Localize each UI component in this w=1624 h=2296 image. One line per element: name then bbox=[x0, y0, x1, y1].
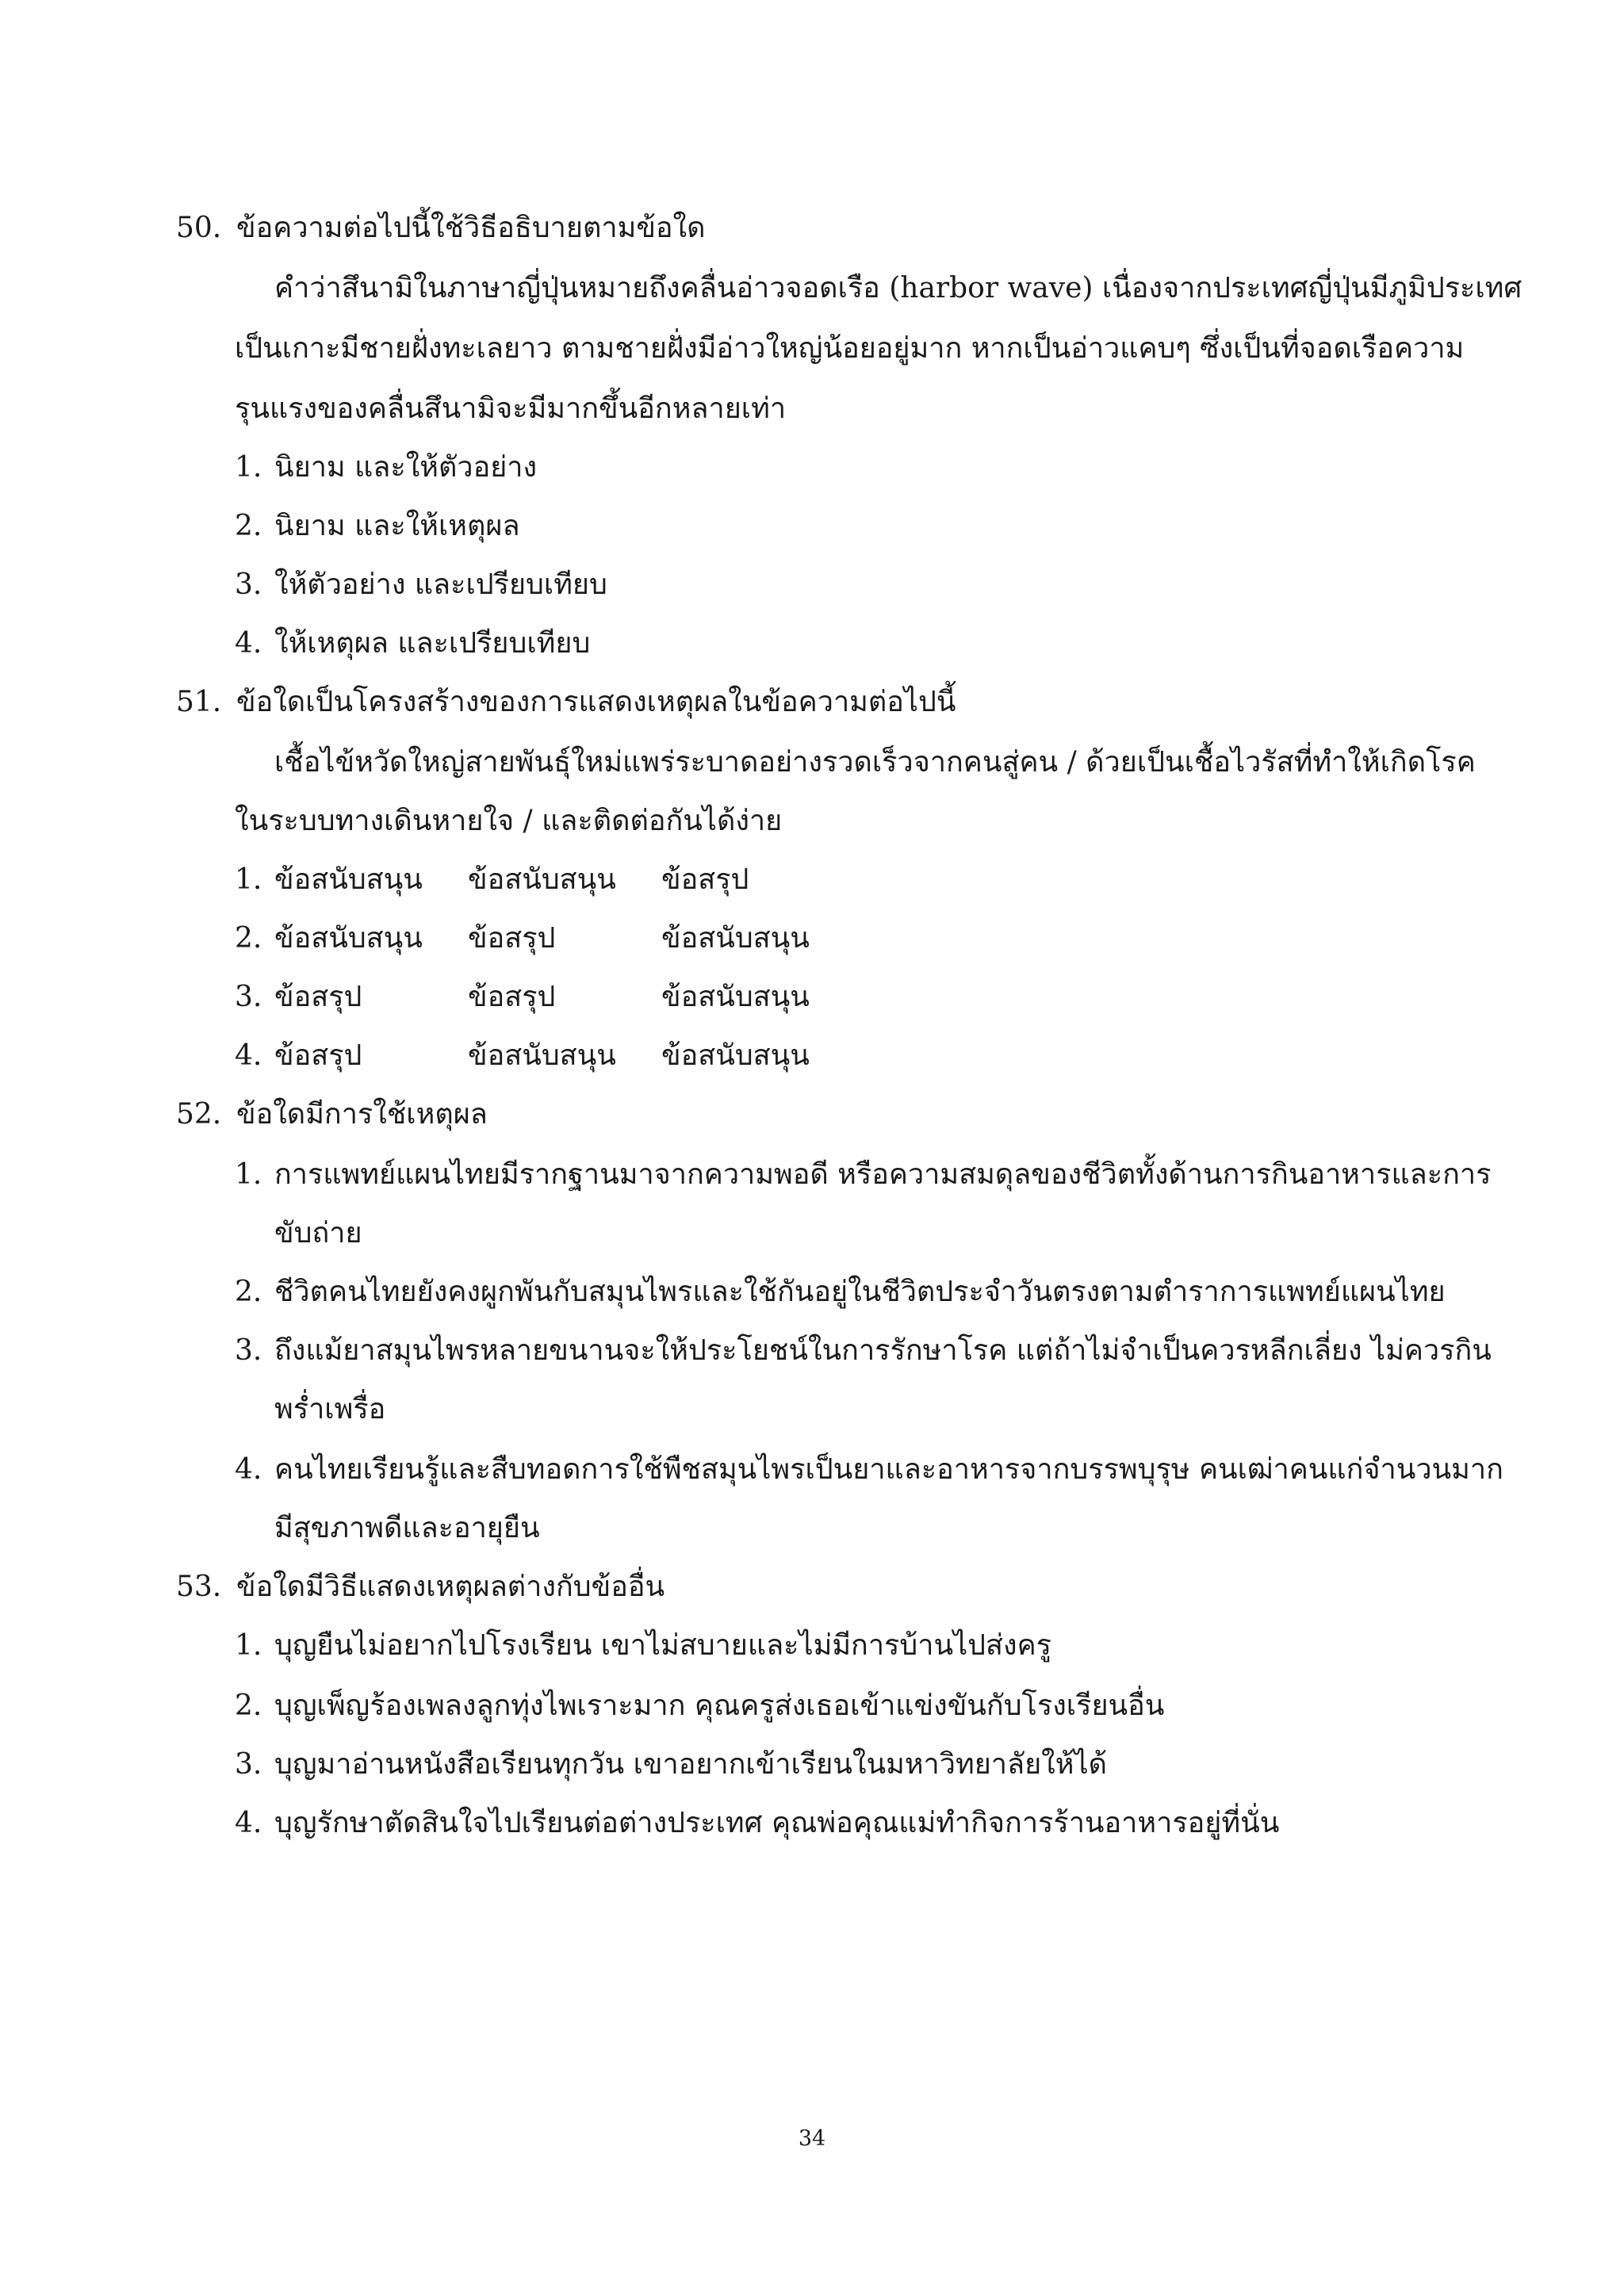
option-text: นิยาม และให้ตัวอย่าง bbox=[274, 451, 538, 484]
option-number: 1. bbox=[235, 451, 262, 484]
question-stem: ข้อความต่อไปนี้ใช้วิธีอธิบายตามข้อใด bbox=[236, 212, 706, 244]
option-text: นิยาม และให้เหตุผล bbox=[274, 510, 520, 542]
option-number: 3. bbox=[235, 1334, 262, 1367]
option-part-1: ข้อสนับสนุน bbox=[274, 863, 423, 896]
answer-option bbox=[235, 1449, 1503, 1490]
option-number: 2. bbox=[235, 1689, 262, 1722]
question-stem: ข้อใดมีวิธีแสดงเหตุผลต่างกับข้ออื่น bbox=[236, 1571, 665, 1603]
answer-option bbox=[235, 1035, 810, 1077]
answer-option bbox=[235, 1154, 1491, 1196]
option-text: ให้เหตุผล และเปรียบเทียบ bbox=[274, 627, 591, 660]
option-text: บุญรักษาตัดสินใจไปเรียนต่อต่างประเทศ คุณพ่อคุณแม่ทำกิจการร้านอาหารอยู่ที่นั่น bbox=[274, 1807, 1280, 1839]
passage-line: เชื้อไข้หวัดใหญ่สายพันธุ์ใหม่แพร่ระบาดอย่างรวดเร็วจากคนสู่คน / ด้วยเป็นเชื้อไวรัสที่ทำให้เกิดโรค bbox=[274, 746, 1476, 779]
option-text: บุญเพ็ญร้องเพลงลูกทุ่งไพเราะมาก คุณครูส่งเธอเข้าแข่งขันกับโรงเรียนอื่น bbox=[274, 1689, 1165, 1722]
option-part-2: ข้อสรุป bbox=[468, 981, 556, 1013]
question-52-heading bbox=[176, 1094, 488, 1135]
option-part-1: ข้อสรุป bbox=[274, 981, 362, 1013]
answer-option bbox=[235, 918, 810, 959]
page-number: 34 bbox=[798, 2126, 826, 2151]
option-number: 2. bbox=[235, 510, 262, 542]
option-number: 1. bbox=[235, 1158, 262, 1191]
option-text: การแพทย์แผนไทยมีรากฐานมาจากความพอดี หรือความสมดุลของชีวิตทั้งด้านการกินอาหารและการ bbox=[274, 1158, 1492, 1191]
option-text: ถึงแม้ยาสมุนไพรหลายขนานจะให้ประโยชน์ในการรักษาโรค แต่ถ้าไม่จำเป็นควรหลีกเลี่ยง ไม่ควรกิน bbox=[274, 1334, 1492, 1367]
option-part-3: ข้อสนับสนุน bbox=[661, 981, 810, 1013]
answer-option bbox=[235, 977, 810, 1018]
option-part-2: ข้อสนับสนุน bbox=[468, 1039, 616, 1072]
answer-option bbox=[235, 506, 520, 547]
answer-option bbox=[235, 1803, 1279, 1844]
option-continuation: ขับถ่าย bbox=[274, 1217, 362, 1249]
option-part-2: ข้อสรุป bbox=[468, 922, 556, 955]
question-53-heading bbox=[176, 1567, 665, 1608]
option-part-3: ข้อสรุป bbox=[661, 863, 749, 896]
option-number: 1. bbox=[235, 1629, 262, 1662]
question-stem: ข้อใดมีการใช้เหตุผล bbox=[236, 1098, 488, 1131]
option-number: 4. bbox=[235, 627, 262, 660]
answer-option bbox=[235, 1744, 1107, 1785]
answer-option bbox=[235, 1330, 1492, 1372]
question-number: 53. bbox=[176, 1571, 222, 1603]
option-number: 3. bbox=[235, 568, 262, 601]
option-part-1: ข้อสนับสนุน bbox=[274, 922, 423, 955]
option-part-1: ข้อสรุป bbox=[274, 1039, 362, 1072]
option-text: ชีวิตคนไทยยังคงผูกพันกับสมุนไพรและใช้กันอยู่ในชีวิตประจำวันตรงตามตำราการแพทย์แผนไทย bbox=[274, 1276, 1446, 1308]
answer-option bbox=[235, 623, 590, 664]
option-part-3: ข้อสนับสนุน bbox=[661, 1039, 810, 1072]
option-number: 2. bbox=[235, 922, 262, 955]
question-51-heading bbox=[176, 682, 956, 723]
option-number: 4. bbox=[235, 1453, 262, 1486]
option-number: 4. bbox=[235, 1807, 262, 1839]
question-number: 50. bbox=[176, 212, 222, 244]
option-number: 3. bbox=[235, 981, 262, 1013]
passage-line: รุนแรงของคลื่นสึนามิจะมีมากขึ้นอีกหลายเท่า bbox=[235, 392, 787, 425]
answer-option bbox=[235, 564, 607, 606]
question-stem: ข้อใดเป็นโครงสร้างของการแสดงเหตุผลในข้อความต่อไปนี้ bbox=[236, 686, 956, 718]
passage-line: ในระบบทางเดินหายใจ / และติดต่อกันได้ง่าย bbox=[235, 805, 783, 837]
option-text: คนไทยเรียนรู้และสืบทอดการใช้พืชสมุนไพรเป็นยาและอาหารจากบรรพบุรุษ คนเฒ่าคนแก่จำนวนมาก bbox=[274, 1453, 1503, 1486]
passage-line: คำว่าสึนามิในภาษาญี่ปุ่นหมายถึงคลื่นอ่าวจอดเรือ (harbor wave) เนื่องจากประเทศญี่ปุ่นมีภูมิประเทศ bbox=[274, 272, 1522, 304]
answer-option bbox=[235, 1272, 1446, 1313]
answer-option bbox=[235, 859, 749, 901]
question-number: 52. bbox=[176, 1098, 222, 1131]
answer-option bbox=[235, 1625, 1051, 1667]
passage-line: เป็นเกาะมีชายฝั่งทะเลยาว ตามชายฝั่งมีอ่าวใหญ่น้อยอยู่มาก หากเป็นอ่าวแคบๆ ซึ่งเป็นที่จอดเรือความ bbox=[235, 332, 1465, 365]
answer-option bbox=[235, 1686, 1164, 1727]
option-text: บุญมาอ่านหนังสือเรียนทุกวัน เขาอยากเข้าเรียนในมหาวิทยาลัยให้ได้ bbox=[274, 1748, 1107, 1781]
question-number: 51. bbox=[176, 686, 222, 718]
option-number: 4. bbox=[235, 1039, 262, 1072]
question-50-heading bbox=[176, 208, 706, 249]
option-text: บุญยืนไม่อยากไปโรงเรียน เขาไม่สบายและไม่มีการบ้านไปส่งครู bbox=[274, 1629, 1051, 1662]
option-number: 3. bbox=[235, 1748, 262, 1781]
option-text: ให้ตัวอย่าง และเปรียบเทียบ bbox=[274, 568, 607, 601]
answer-option bbox=[235, 447, 537, 488]
option-number: 2. bbox=[235, 1276, 262, 1308]
option-continuation: มีสุขภาพดีและอายุยืน bbox=[274, 1512, 540, 1544]
option-part-3: ข้อสนับสนุน bbox=[661, 922, 810, 955]
option-number: 1. bbox=[235, 863, 262, 896]
option-part-2: ข้อสนับสนุน bbox=[468, 863, 616, 896]
option-continuation: พร่ำเพรื่อ bbox=[274, 1393, 386, 1425]
